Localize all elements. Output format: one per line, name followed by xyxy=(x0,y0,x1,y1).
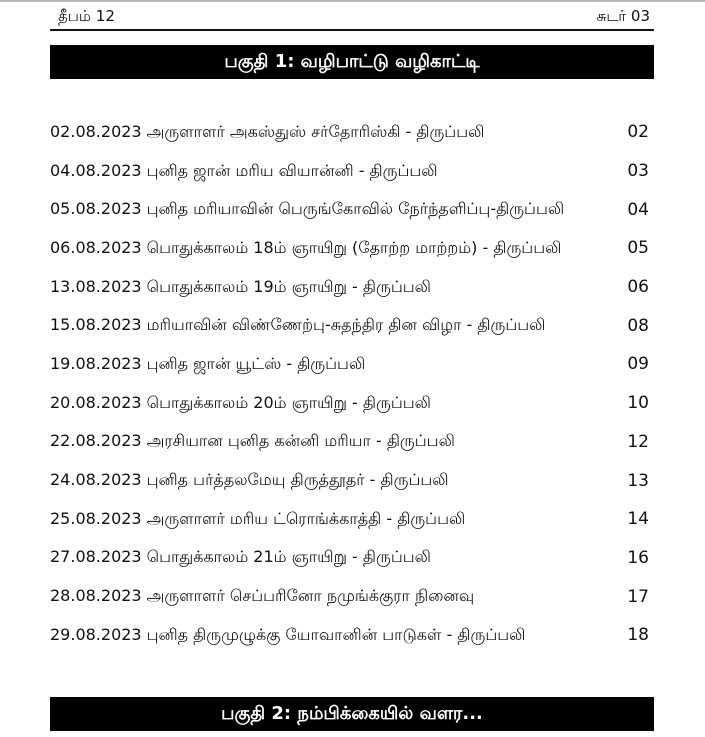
toc-row[interactable] xyxy=(50,500,654,539)
toc-row[interactable] xyxy=(50,577,654,616)
toc-date: 28.08.2023 xyxy=(50,586,142,606)
toc-page-number: 08 xyxy=(627,315,649,336)
section-1-title: பகுதி 1: வழிபாட்டு வழிகாட்டி xyxy=(224,50,480,72)
toc-row[interactable] xyxy=(50,152,654,191)
toc-entry xyxy=(50,238,561,259)
toc-date: 13.08.2023 xyxy=(50,276,142,296)
toc-date: 22.08.2023 xyxy=(50,431,142,451)
toc-date: 04.08.2023 xyxy=(50,160,142,180)
toc-row[interactable] xyxy=(50,616,654,655)
toc-date: 25.08.2023 xyxy=(50,508,142,528)
page-header xyxy=(50,4,654,31)
toc-page-number: 04 xyxy=(627,199,649,220)
toc-entry xyxy=(50,199,564,220)
section-2-title: பகுதி 2: நம்பிக்கையில் வளர... xyxy=(221,702,483,724)
toc-date: 06.08.2023 xyxy=(50,237,142,257)
section-2-banner xyxy=(50,697,654,731)
toc-entry xyxy=(50,161,438,182)
toc-page-number: 16 xyxy=(627,547,649,568)
toc-page-number: 06 xyxy=(627,277,649,298)
toc-row[interactable] xyxy=(50,423,654,462)
toc-date: 02.08.2023 xyxy=(50,121,142,141)
toc-title: அருளாளர் மரிய ட்ரொங்க்காத்தி - திருப்பலி xyxy=(146,508,466,528)
toc-title: பொதுக்காலம் 21ம் ஞாயிறு - திருப்பலி xyxy=(146,547,431,567)
toc-row[interactable] xyxy=(50,190,654,229)
toc-page-number: 17 xyxy=(627,586,649,607)
toc-title: அருளாளர் செப்பரினோ நமுங்க்குரா நினைவு xyxy=(146,586,475,606)
toc-date: 24.08.2023 xyxy=(50,470,142,490)
toc-row[interactable] xyxy=(50,229,654,268)
toc-date: 20.08.2023 xyxy=(50,392,142,412)
toc-title: மரியாவின் விண்ணேற்பு-சுதந்திர தின விழா - திருப்பலி xyxy=(146,315,546,335)
toc-title: பொதுக்காலம் 19ம் ஞாயிறு - திருப்பலி xyxy=(146,276,431,296)
toc-row[interactable] xyxy=(50,539,654,578)
toc-row[interactable] xyxy=(50,268,654,307)
toc-entry xyxy=(50,431,455,452)
toc-entry xyxy=(50,547,431,568)
toc-page-number: 10 xyxy=(627,393,649,414)
top-rule xyxy=(0,0,705,2)
section-1-banner xyxy=(50,45,654,79)
toc-title: புனித திருமுழுக்கு யோவானின் பாடுகள் - திருப்பலி xyxy=(146,624,526,644)
toc-title: புனித மரியாவின் பெருங்கோவில் நேர்ந்தளிப்பு-திருப்பலி xyxy=(146,199,565,219)
table-of-contents xyxy=(50,113,654,655)
toc-title: பொதுக்காலம் 20ம் ஞாயிறு - திருப்பலி xyxy=(146,392,431,412)
issue-label: சுடர் 03 xyxy=(596,7,650,25)
toc-page-number: 09 xyxy=(627,354,649,375)
toc-title: புனித ஜான் யூட்ஸ் - திருப்பலி xyxy=(146,353,366,373)
toc-entry xyxy=(50,470,449,491)
toc-title: அருளாளர் அகஸ்துஸ் சர்தோரிஸ்கி - திருப்பலி xyxy=(146,121,485,141)
toc-title: அரசியான புனித கன்னி மரியா - திருப்பலி xyxy=(146,431,455,451)
toc-entry xyxy=(50,354,365,375)
toc-date: 29.08.2023 xyxy=(50,624,142,644)
toc-date: 27.08.2023 xyxy=(50,547,142,567)
toc-page-number: 13 xyxy=(627,470,649,491)
toc-row[interactable] xyxy=(50,384,654,423)
toc-page-number: 03 xyxy=(627,161,649,182)
toc-title: பொதுக்காலம் 18ம் ஞாயிறு (தோற்ற மாற்றம்) - திருப்பலி xyxy=(146,237,562,257)
toc-row[interactable] xyxy=(50,345,654,384)
toc-date: 15.08.2023 xyxy=(50,315,142,335)
toc-date: 05.08.2023 xyxy=(50,199,142,219)
toc-entry xyxy=(50,122,484,143)
toc-page-number: 14 xyxy=(627,509,649,530)
toc-entry xyxy=(50,586,474,607)
toc-entry xyxy=(50,509,465,530)
toc-entry xyxy=(50,315,545,336)
toc-row[interactable] xyxy=(50,306,654,345)
toc-row[interactable] xyxy=(50,113,654,152)
toc-entry xyxy=(50,393,431,414)
toc-page-number: 02 xyxy=(627,122,649,143)
toc-page-number: 12 xyxy=(627,431,649,452)
toc-page-number: 05 xyxy=(627,238,649,259)
volume-label: தீபம் 12 xyxy=(58,7,115,25)
toc-entry xyxy=(50,277,431,298)
toc-page-number: 18 xyxy=(627,625,649,646)
toc-title: புனித பர்த்தலமேயு திருத்தூதர் - திருப்பலி xyxy=(146,470,449,490)
toc-title: புனித ஜான் மரிய வியான்னி - திருப்பலி xyxy=(146,160,438,180)
toc-date: 19.08.2023 xyxy=(50,353,142,373)
toc-entry xyxy=(50,625,525,646)
toc-row[interactable] xyxy=(50,461,654,500)
